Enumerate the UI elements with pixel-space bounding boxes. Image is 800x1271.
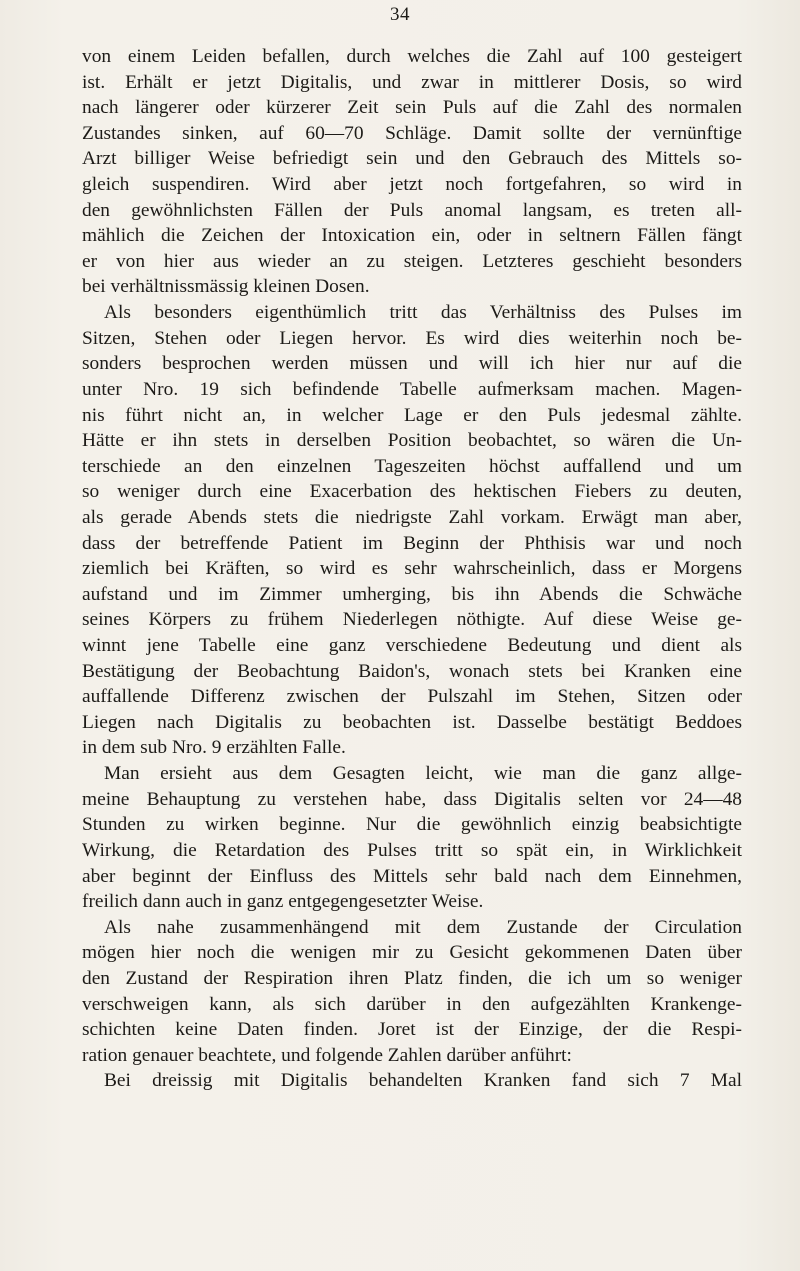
text-line: meine Behauptung zu verstehen habe, dass Digitalis selten vor 24—48 [82,788,742,810]
text-line: in dem sub Nro. 9 erzählten Falle. [82,737,346,759]
text-line: Arzt billiger Weise befriedigt sein und den Gebrauch des Mittels so- [82,148,742,170]
text-line: er von hier aus wieder an zu steigen. Letzteres geschieht besonders [82,250,742,272]
body-text [82,44,742,1094]
text-line: Man ersieht aus dem Gesagten leicht, wie man die ganz allge- [104,763,742,785]
text-line: so weniger durch eine Exacerbation des hektischen Fiebers zu deuten, [82,481,742,503]
text-line: Sitzen, Stehen oder Liegen hervor. Es wird dies weiterhin noch be- [82,327,742,349]
text-line: schichten keine Daten finden. Joret ist der Einzige, der die Respi- [82,1019,742,1041]
text-line: mählich die Zeichen der Intoxication ein, oder in seltnern Fällen fängt [82,225,742,247]
text-line: winnt jene Tabelle eine ganz verschiedene Bedeutung und dient als [82,635,742,657]
text-line: Liegen nach Digitalis zu beobachten ist. Dasselbe bestätigt Beddoes [82,711,742,733]
text-line: terschiede an den einzelnen Tageszeiten höchst auffallend und um [82,455,742,477]
text-line: seines Körpers zu frühem Niederlegen nöthigte. Auf diese Weise ge- [82,609,742,631]
text-line: ist. Erhält er jetzt Digitalis, und zwar in mittlerer Dosis, so wird [82,71,742,93]
text-line: bei verhältnissmässig kleinen Dosen. [82,276,370,298]
text-line: auffallende Differenz zwischen der Pulszahl im Stehen, Sitzen oder [82,686,742,708]
text-line: Stunden zu wirken beginne. Nur die gewöhnlich einzig beabsichtigte [82,814,742,836]
text-line: ration genauer beachtete, und folgende Zahlen darüber anführt: [82,1044,572,1066]
text-line: den gewöhnlichsten Fällen der Puls anomal langsam, es treten all- [82,199,742,221]
text-line: als gerade Abends stets die niedrigste Zahl vorkam. Erwägt man aber, [82,506,742,528]
text-line: Bei dreissig mit Digitalis behandelten Kranken fand sich 7 Mal [104,1070,742,1092]
text-line: nis führt nicht an, in welcher Lage er den Puls jedesmal zählte. [82,404,742,426]
text-line: aufstand und im Zimmer umherging, bis ihn Abends die Schwäche [82,583,742,605]
page-number: 34 [390,4,410,25]
text-line: Als besonders eigenthümlich tritt das Verhältniss des Pulses im [104,302,742,324]
text-line: Wirkung, die Retardation des Pulses tritt so spät ein, in Wirklichkeit [82,839,742,861]
text-line: nach längerer oder kürzerer Zeit sein Puls auf die Zahl des normalen [82,97,742,119]
text-line: gleich suspendiren. Wird aber jetzt noch fortgefahren, so wird in [82,174,742,196]
text-line: ziemlich bei Kräften, so wird es sehr wahrscheinlich, dass er Morgens [82,558,742,580]
text-line: Hätte er ihn stets in derselben Position beobachtet, so wären die Un- [82,430,742,452]
text-line: freilich dann auch in ganz entgegengesetzter Weise. [82,891,484,913]
text-line: aber beginnt der Einfluss des Mittels sehr bald nach dem Einnehmen, [82,865,742,887]
text-line: Bestätigung der Beobachtung Baidon's, wonach stets bei Kranken eine [82,660,742,682]
text-line: Als nahe zusammenhängend mit dem Zustande der Circulation [104,916,742,938]
text-line: den Zustand der Respiration ihren Platz finden, die ich um so weniger [82,967,742,989]
text-line: sonders besprochen werden müssen und will ich hier nur auf die [82,353,742,375]
text-line: dass der betreffende Patient im Beginn der Phthisis war und noch [82,532,742,554]
text-line: von einem Leiden befallen, durch welches die Zahl auf 100 gesteigert [82,46,742,67]
text-line: verschweigen kann, als sich darüber in den aufgezählten Krankenge- [82,993,742,1015]
text-line: Zustandes sinken, auf 60—70 Schläge. Damit sollte der vernünftige [82,122,742,144]
text-line: unter Nro. 19 sich befindende Tabelle aufmerksam machen. Magen- [82,378,742,400]
text-line: mögen hier noch die wenigen mir zu Gesicht gekommenen Daten über [82,942,742,964]
